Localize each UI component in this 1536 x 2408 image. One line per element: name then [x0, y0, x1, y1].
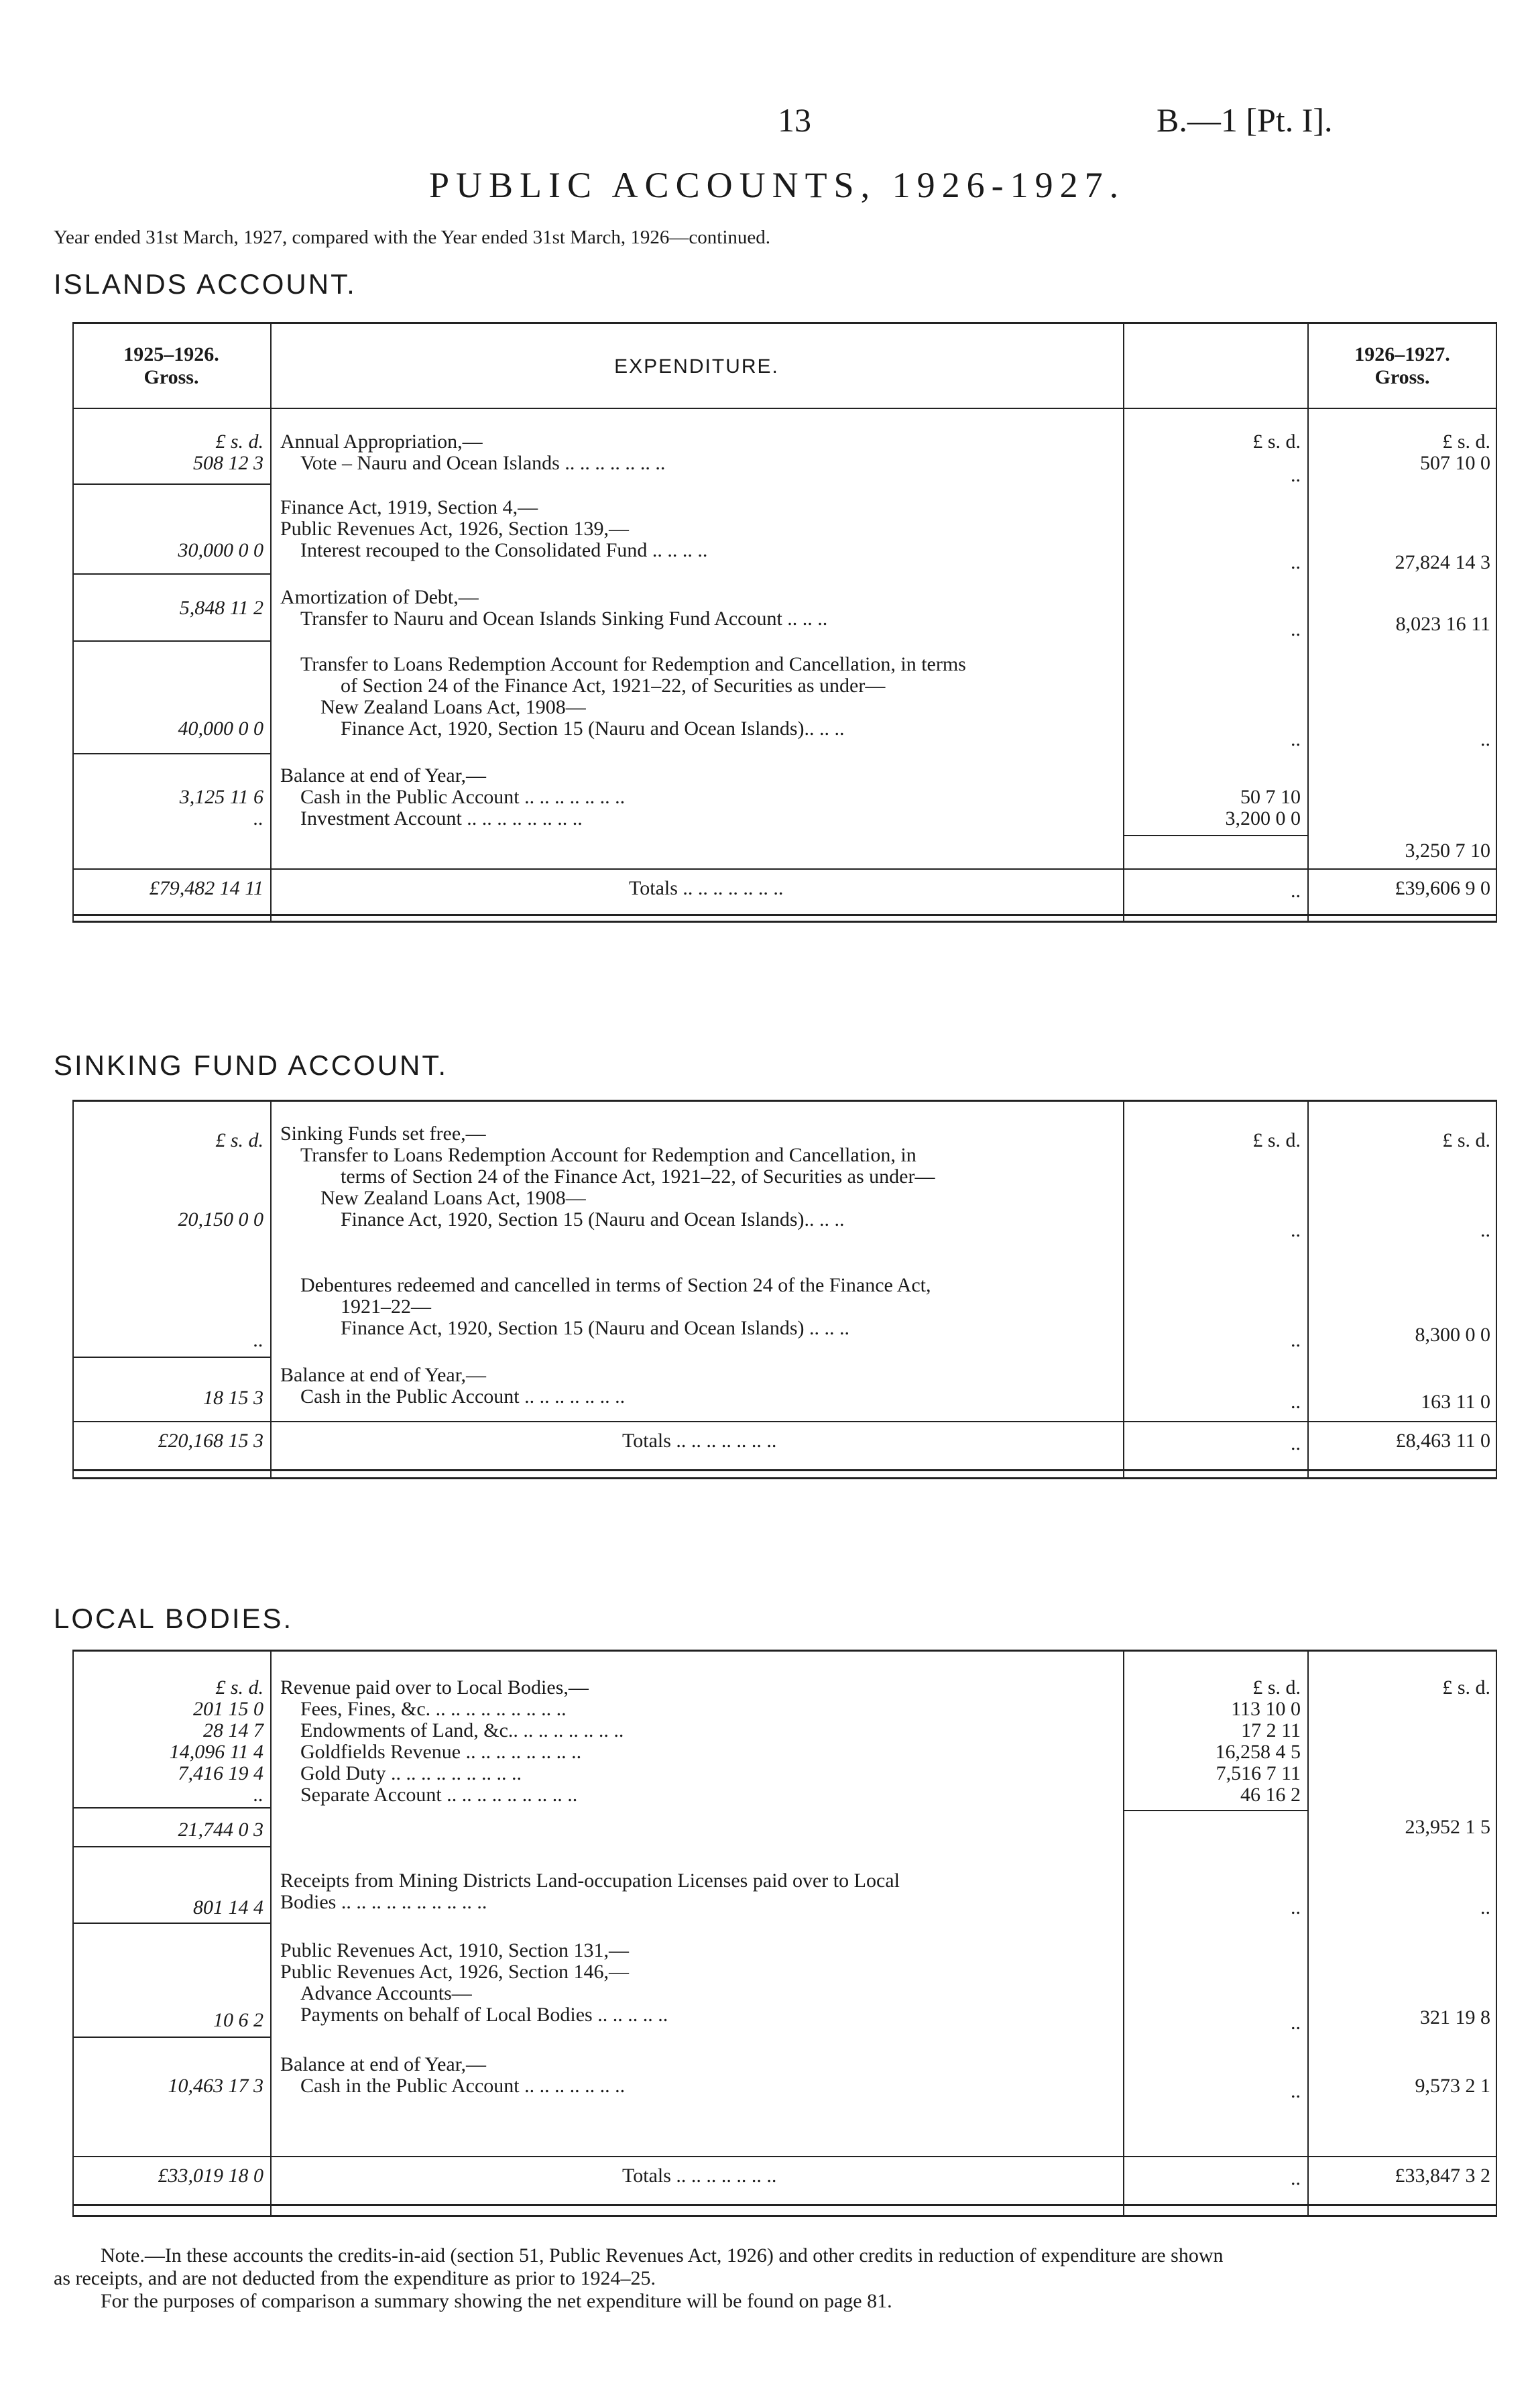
row-mid-value: ..: [1291, 1896, 1301, 1918]
revenue-item-prev: 201 15 0: [193, 1698, 263, 1720]
row-label: Balance at end of Year,—: [280, 764, 487, 787]
row-label: Receipts from Mining Districts Land-occupation Licenses paid over to Local: [280, 1870, 900, 1892]
row-label: Debentures redeemed and cancelled in terms of Section 24 of the Finance Act,: [300, 1274, 931, 1296]
row-label: Vote – Nauru and Ocean Islands .. .. .. .. .. .. ..: [300, 452, 666, 474]
row-label: Annual Appropriation,—: [280, 431, 483, 453]
revenue-item-mid: 7,516 7 11: [1216, 1762, 1301, 1784]
row-mid-value: ..: [1291, 2012, 1301, 2034]
page-number: 13: [778, 101, 811, 139]
row-mid-value: 3,200 0 0: [1225, 807, 1301, 829]
revenue-item-mid: 17 2 11: [1241, 1719, 1301, 1741]
row-label: Public Revenues Act, 1910, Section 131,—: [280, 1939, 629, 1961]
totals-label: Totals .. .. .. .. .. .. ..: [622, 2165, 777, 2187]
local-bodies-table: [72, 1650, 1497, 2217]
row-curr-value: 507 10 0: [1420, 452, 1490, 474]
row-label: New Zealand Loans Act, 1908—: [320, 696, 586, 718]
units-prev: £ s. d.: [215, 1676, 263, 1699]
row-label: Balance at end of Year,—: [280, 1364, 487, 1386]
row-prev-value: 30,000 0 0: [178, 539, 263, 561]
revenue-item-prev: 28 14 7: [203, 1719, 263, 1741]
total-curr: £8,463 11 0: [1395, 1430, 1490, 1452]
page-subtitle: Year ended 31st March, 1927, compared with the Year ended 31st March, 1926—continued.: [54, 227, 771, 248]
row-mid-value: ..: [1291, 1391, 1301, 1413]
row-prev-value: ..: [253, 1329, 263, 1351]
revenue-item-label: Fees, Fines, &c. .. .. .. .. .. .. .. .. ..: [300, 1698, 567, 1720]
row-label: Cash in the Public Account .. .. .. .. .. .. ..: [300, 786, 626, 808]
row-mid-value: ..: [1291, 464, 1301, 486]
row-label: Payments on behalf of Local Bodies .. .. .. .. ..: [300, 2004, 668, 2026]
row-curr-value: 9,573 2 1: [1415, 2075, 1490, 2097]
sinking-fund-title: SINKING FUND ACCOUNT.: [54, 1049, 449, 1081]
row-prev-value: 10,463 17 3: [168, 2075, 263, 2097]
row-prev-value: 508 12 3: [193, 452, 263, 474]
col-curr-subheader: Gross.: [1374, 366, 1430, 388]
row-label: 1921–22—: [341, 1296, 431, 1318]
row-prev-value: 18 15 3: [203, 1387, 263, 1409]
revenue-item-prev: 7,416 19 4: [178, 1762, 263, 1784]
row-label: Finance Act, 1919, Section 4,—: [280, 496, 538, 518]
sinking-fund-table: [72, 1100, 1497, 1479]
revenue-item-label: Gold Duty .. .. .. .. .. .. .. .. ..: [300, 1762, 522, 1784]
total-curr: £39,606 9 0: [1395, 877, 1490, 899]
row-label: Finance Act, 1920, Section 15 (Nauru and Ocean Islands) .. .. ..: [341, 1317, 849, 1339]
note-line-1: Note.—In these accounts the credits-in-aid (section 51, Public Revenues Act, 1926) and other credits in reduction of expenditure are shown: [101, 2244, 1224, 2267]
row-prev-value: 3,125 11 6: [179, 786, 263, 808]
row-curr-value: 3,250 7 10: [1405, 840, 1490, 862]
row-label: terms of Section 24 of the Finance Act, 1921–22, of Securities as under—: [341, 1165, 935, 1188]
revenue-item-mid: 46 16 2: [1240, 1784, 1301, 1806]
revenue-item-label: Endowments of Land, &c.. .. .. .. .. .. .. ..: [300, 1719, 624, 1741]
total-mid: ..: [1291, 880, 1301, 902]
islands-account-title: ISLANDS ACCOUNT.: [54, 268, 357, 300]
row-prev-value: 20,150 0 0: [178, 1208, 263, 1230]
document-reference: B.—1 [Pt. I].: [1157, 101, 1333, 139]
row-label: Investment Account .. .. .. .. .. .. .. ..: [300, 807, 583, 829]
row-mid-value: ..: [1291, 551, 1301, 573]
row-label: Sinking Funds set free,—: [280, 1123, 486, 1145]
revenue-item-label: Separate Account .. .. .. .. .. .. .. .. ..: [300, 1784, 578, 1806]
units-mid: £ s. d.: [1252, 1129, 1301, 1151]
row-label: Cash in the Public Account .. .. .. .. .. .. ..: [300, 1385, 626, 1408]
total-curr: £33,847 3 2: [1395, 2165, 1490, 2187]
note-line-2: as receipts, and are not deducted from the expenditure as prior to 1924–25.: [54, 2267, 656, 2289]
revenue-item-mid: 113 10 0: [1231, 1698, 1301, 1720]
units-curr: £ s. d.: [1442, 1129, 1490, 1151]
col-expenditure-header: EXPENDITURE.: [614, 355, 779, 378]
row-label: Transfer to Loans Redemption Account for Redemption and Cancellation, in terms: [300, 653, 966, 675]
revenue-item-prev: 14,096 11 4: [169, 1741, 263, 1763]
row-label: Transfer to Loans Redemption Account for Redemption and Cancellation, in: [300, 1144, 917, 1166]
row-label: Transfer to Nauru and Ocean Islands Sinking Fund Account .. .. ..: [300, 608, 828, 630]
row-curr-value: 321 19 8: [1420, 2006, 1490, 2028]
totals-label: Totals .. .. .. .. .. .. ..: [629, 877, 784, 899]
row-label: of Section 24 of the Finance Act, 1921–22, of Securities as under—: [341, 675, 886, 697]
row-curr-value: 27,824 14 3: [1395, 551, 1490, 573]
row-prev-value: 10 6 2: [213, 2009, 263, 2031]
row-mid-value: 50 7 10: [1240, 786, 1301, 808]
row-label: Amortization of Debt,—: [280, 586, 479, 608]
row-label: Finance Act, 1920, Section 15 (Nauru and Ocean Islands).. .. ..: [341, 1208, 845, 1230]
row-label: Interest recouped to the Consolidated Fund .. .. .. ..: [300, 539, 708, 561]
units-prev: £ s. d.: [215, 1129, 263, 1151]
row-prev-value: 40,000 0 0: [178, 718, 263, 740]
revenue-heading: Revenue paid over to Local Bodies,—: [280, 1676, 589, 1699]
row-prev-value: ..: [253, 807, 263, 829]
units-prev: £ s. d.: [215, 431, 263, 453]
row-curr-value: 8,300 0 0: [1415, 1324, 1490, 1346]
totals-label: Totals .. .. .. .. .. .. ..: [622, 1430, 777, 1452]
total-prev: £79,482 14 11: [149, 877, 263, 899]
local-bodies-title: LOCAL BODIES.: [54, 1603, 294, 1634]
units-curr: £ s. d.: [1442, 1676, 1490, 1699]
row-label: Advance Accounts—: [300, 1982, 472, 2004]
units-mid: £ s. d.: [1252, 1676, 1301, 1699]
col-prev-subheader: Gross.: [143, 366, 199, 388]
row-label: Public Revenues Act, 1926, Section 139,—: [280, 518, 629, 540]
row-mid-value: ..: [1291, 728, 1301, 750]
row-mid-value: ..: [1291, 1329, 1301, 1351]
revenue-subtotal-curr: 23,952 1 5: [1405, 1816, 1490, 1838]
total-prev: £20,168 15 3: [158, 1430, 263, 1452]
row-label: Finance Act, 1920, Section 15 (Nauru and Ocean Islands).. .. ..: [341, 718, 845, 740]
col-curr-header: 1926–1927.: [1354, 343, 1450, 365]
revenue-subtotal-prev: 21,744 0 3: [178, 1819, 263, 1841]
row-label: New Zealand Loans Act, 1908—: [320, 1187, 586, 1209]
row-label: Balance at end of Year,—: [280, 2053, 487, 2075]
row-curr-value: ..: [1480, 728, 1490, 750]
row-mid-value: ..: [1291, 2080, 1301, 2102]
total-mid: ..: [1291, 2167, 1301, 2189]
page-title: PUBLIC ACCOUNTS, 1926-1927.: [429, 165, 1126, 205]
col-prev-header: 1925–1926.: [123, 343, 219, 365]
units-mid: £ s. d.: [1252, 431, 1301, 453]
units-curr: £ s. d.: [1442, 431, 1490, 453]
row-label: Public Revenues Act, 1926, Section 146,—: [280, 1961, 629, 1983]
islands-account-table: [72, 322, 1497, 923]
revenue-item-prev: ..: [253, 1784, 263, 1806]
revenue-item-mid: 16,258 4 5: [1215, 1741, 1301, 1763]
note-line-3: For the purposes of comparison a summary showing the net expenditure will be found on page 81.: [101, 2290, 892, 2312]
revenue-item-label: Goldfields Revenue .. .. .. .. .. .. .. ..: [300, 1741, 582, 1763]
row-curr-value: 163 11 0: [1421, 1391, 1490, 1413]
row-mid-value: ..: [1291, 618, 1301, 640]
total-mid: ..: [1291, 1432, 1301, 1454]
row-label: Cash in the Public Account .. .. .. .. .. .. ..: [300, 2075, 626, 2097]
row-curr-value: ..: [1480, 1896, 1490, 1918]
row-label: Bodies .. .. .. .. .. .. .. .. .. ..: [280, 1891, 487, 1913]
row-mid-value: ..: [1291, 1219, 1301, 1241]
row-prev-value: 5,848 11 2: [179, 597, 263, 619]
row-curr-value: 8,023 16 11: [1395, 613, 1490, 635]
row-prev-value: 801 14 4: [193, 1896, 263, 1918]
total-prev: £33,019 18 0: [158, 2165, 263, 2187]
row-curr-value: ..: [1480, 1219, 1490, 1241]
